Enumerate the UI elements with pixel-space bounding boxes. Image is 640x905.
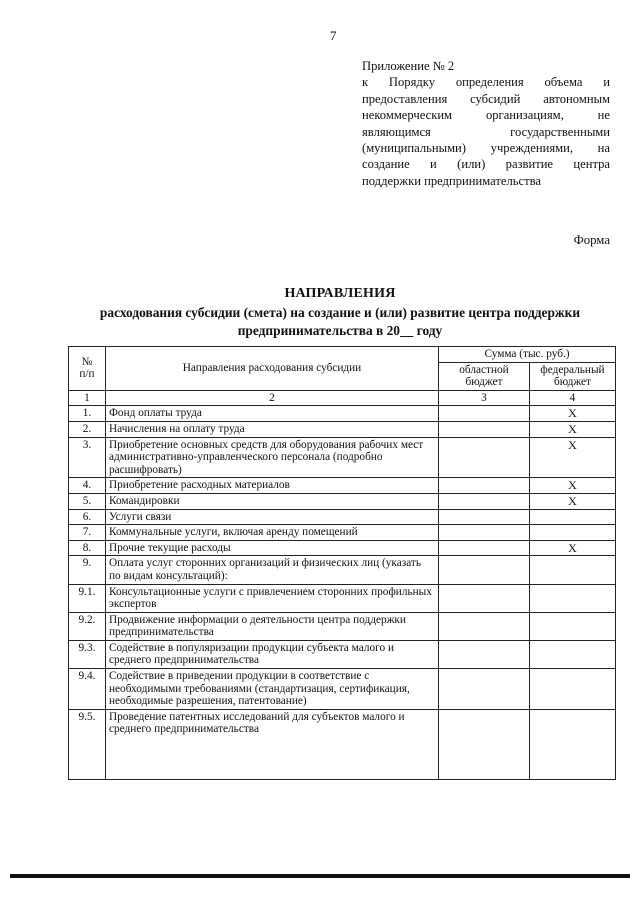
subtitle-line: расходования субсидии (смета) на создание и (или) развитие центра поддержки (99, 305, 581, 320)
row-regional-value (439, 584, 530, 612)
header-sum: Сумма (тыс. руб.) (439, 347, 616, 363)
row-regional-value (439, 556, 530, 584)
header-direction: Направления расходования субсидии (106, 347, 439, 391)
subtitle-line: предпринимательства в 20__ году (237, 323, 443, 338)
column-numbers-row (69, 390, 616, 406)
row-federal-value (530, 556, 616, 584)
row-direction: Приобретение расходных материалов (106, 478, 439, 494)
appendix-line: (муниципальными) учреждениями, на (362, 141, 610, 156)
row-regional-value (439, 525, 530, 541)
column-number: 2 (106, 390, 439, 406)
row-regional-value (439, 493, 530, 509)
table-row (69, 509, 616, 525)
table-row (69, 584, 616, 612)
row-number: 2. (69, 421, 106, 437)
row-federal-value (530, 640, 616, 668)
table-header-row (69, 347, 616, 363)
table-row (69, 669, 616, 710)
row-federal-value: Х (530, 406, 616, 422)
table-row (69, 540, 616, 556)
appendix-line: являющимся государственными (362, 124, 610, 139)
row-federal-value (530, 525, 616, 541)
appendix-line: создание и (или) развитие центра (362, 157, 610, 172)
row-federal-value: Х (530, 540, 616, 556)
row-federal-value (530, 509, 616, 525)
row-federal-value: Х (530, 437, 616, 478)
row-number: 1. (69, 406, 106, 422)
table-row (69, 525, 616, 541)
row-direction: Командировки (106, 493, 439, 509)
row-direction: Коммунальные услуги, включая аренду помещений (106, 525, 439, 541)
row-regional-value (439, 612, 530, 640)
row-number: 9. (69, 556, 106, 584)
row-federal-value: Х (530, 493, 616, 509)
row-regional-value (439, 669, 530, 710)
row-regional-value (439, 509, 530, 525)
table-row (69, 709, 616, 779)
header-federal: федеральный бюджет (530, 362, 616, 390)
row-federal-value: Х (530, 478, 616, 494)
row-direction: Прочие текущие расходы (106, 540, 439, 556)
column-number: 3 (439, 390, 530, 406)
form-label: Форма (573, 233, 610, 247)
table-row (69, 493, 616, 509)
row-direction: Начисления на оплату труда (106, 421, 439, 437)
column-number: 4 (530, 390, 616, 406)
row-number: 9.5. (69, 709, 106, 779)
table-body (69, 406, 616, 779)
row-regional-value (439, 478, 530, 494)
row-regional-value (439, 437, 530, 478)
row-regional-value (439, 540, 530, 556)
row-number: 5. (69, 493, 106, 509)
column-number: 1 (69, 390, 106, 406)
row-direction: Услуги связи (106, 509, 439, 525)
row-regional-value (439, 421, 530, 437)
row-federal-value: Х (530, 421, 616, 437)
row-number: 3. (69, 437, 106, 478)
header-num: № п/п (69, 347, 106, 391)
row-number: 8. (69, 540, 106, 556)
document-title-block (60, 286, 620, 340)
row-federal-value (530, 612, 616, 640)
table-row (69, 437, 616, 478)
row-number: 9.3. (69, 640, 106, 668)
appendix-line: предоставления субсидий автономным (362, 91, 610, 106)
row-number: 4. (69, 478, 106, 494)
row-direction: Содействие в приведении продукции в соответствие с необходимыми требованиями (стандартизация, сертификация, необходимые разрешения, патентование) (106, 669, 439, 710)
row-direction: Содействие в популяризации продукции субъекта малого и среднего предпринимательства (106, 640, 439, 668)
appendix-line: к Порядку определения объема и (362, 75, 610, 90)
document-subtitle (60, 304, 620, 340)
row-regional-value (439, 640, 530, 668)
row-regional-value (439, 406, 530, 422)
document-title: НАПРАВЛЕНИЯ (284, 286, 396, 301)
row-regional-value (439, 709, 530, 779)
row-number: 6. (69, 509, 106, 525)
appendix-line: Приложение № 2 (362, 59, 455, 73)
row-number: 9.1. (69, 584, 106, 612)
row-number: 7. (69, 525, 106, 541)
row-number: 9.2. (69, 612, 106, 640)
bottom-rule (10, 874, 630, 878)
row-federal-value (530, 669, 616, 710)
expenses-table (68, 346, 616, 780)
table-row (69, 556, 616, 584)
table-row (69, 612, 616, 640)
row-direction: Продвижение информации о деятельности центра поддержки предпринимательства (106, 612, 439, 640)
appendix-header (362, 58, 610, 189)
appendix-line: поддержки предпринимательства (362, 173, 541, 188)
row-direction: Фонд оплаты труда (106, 406, 439, 422)
row-direction: Приобретение основных средств для оборудования рабочих мест административно-управленческого персонала (подробно расшифровать) (106, 437, 439, 478)
table-row (69, 421, 616, 437)
table-row (69, 478, 616, 494)
row-federal-value (530, 584, 616, 612)
page-number: 7 (330, 28, 337, 43)
table-row (69, 406, 616, 422)
row-direction: Проведение патентных исследований для субъектов малого и среднего предпринимательства (106, 709, 439, 779)
header-regional: областной бюджет (439, 362, 530, 390)
row-federal-value (530, 709, 616, 779)
appendix-line: некоммерческим организациям, не (362, 108, 610, 123)
row-direction: Консультационные услуги с привлечением сторонних профильных экспертов (106, 584, 439, 612)
row-direction: Оплата услуг сторонних организаций и физических лиц (указать по видам консультаций): (106, 556, 439, 584)
row-number: 9.4. (69, 669, 106, 710)
table-row (69, 640, 616, 668)
